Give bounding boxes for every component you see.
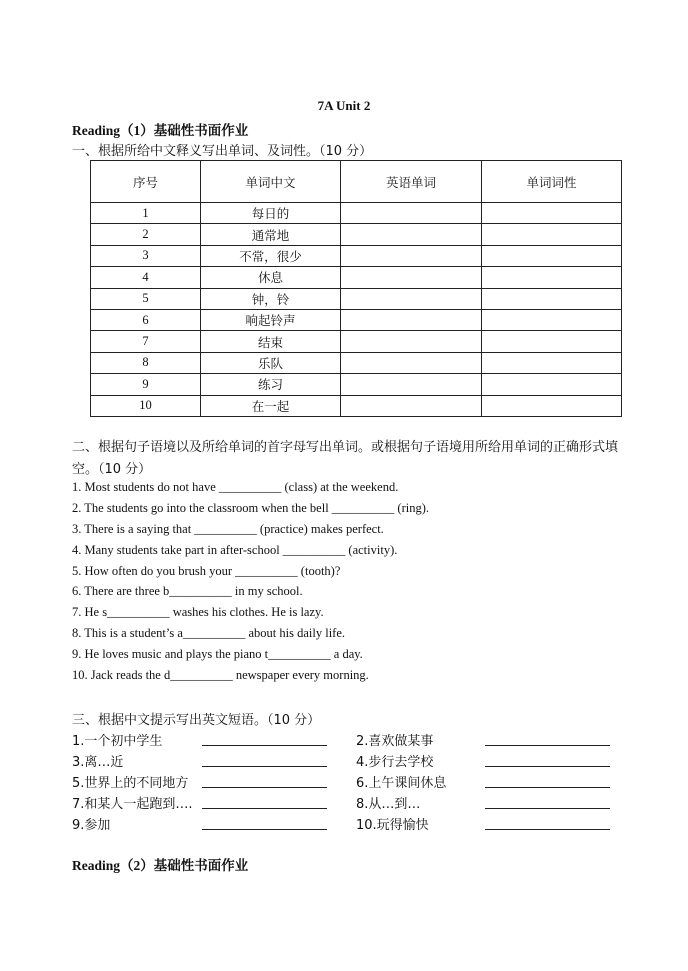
vocab-pos-blank[interactable] xyxy=(482,245,622,266)
reading2-latin: Reading（2） xyxy=(72,858,154,873)
vocab-chinese: 钟，铃 xyxy=(201,288,341,309)
sentence-item: 5. How often do you brush your __________ (tooth)? xyxy=(72,563,341,578)
vocab-number: 7 xyxy=(91,331,201,352)
vocab-row xyxy=(91,245,622,266)
vocab-number: 6 xyxy=(91,309,201,330)
answer-line[interactable] xyxy=(485,829,610,830)
vocab-row xyxy=(91,352,622,373)
sentence-item: 7. He s__________ washes his clothes. He is lazy. xyxy=(72,605,324,620)
vocab-pos-blank[interactable] xyxy=(482,352,622,373)
phrase-prompt: 9.参加 xyxy=(72,818,111,833)
sentence-item: 3. There is a saying that __________ (practice) makes perfect. xyxy=(72,521,384,536)
vocab-pos-blank[interactable] xyxy=(482,331,622,352)
section2-instruction: 二、根据句子语境以及所给单词的首字母写出单词。或根据句子语境用所给用单词的正确形式填空。（10 分） xyxy=(72,440,619,477)
vocab-chinese: 结束 xyxy=(201,331,341,352)
phrase-prompt: 3.离…近 xyxy=(72,755,124,770)
header-chinese: 单词中文 xyxy=(201,161,341,203)
vocab-english-blank[interactable] xyxy=(341,374,482,395)
sentence-item: 10. Jack reads the d__________ newspaper every morning. xyxy=(72,668,369,683)
vocab-pos-blank[interactable] xyxy=(482,267,622,288)
vocab-pos-blank[interactable] xyxy=(482,224,622,245)
vocab-row xyxy=(91,203,622,224)
answer-line[interactable] xyxy=(485,745,610,746)
phrase-prompt: 6.上午课间休息 xyxy=(356,776,447,791)
sentence-item: 6. There are three b__________ in my school. xyxy=(72,584,303,599)
vocab-number: 9 xyxy=(91,374,201,395)
vocab-chinese: 在一起 xyxy=(201,395,341,416)
vocab-row xyxy=(91,288,622,309)
phrase-prompt: 10.玩得愉快 xyxy=(356,818,429,833)
vocab-pos-blank[interactable] xyxy=(482,288,622,309)
vocab-english-blank[interactable] xyxy=(341,331,482,352)
phrase-row xyxy=(72,793,632,814)
vocab-number: 2 xyxy=(91,224,201,245)
vocab-row xyxy=(91,374,622,395)
answer-line[interactable] xyxy=(202,787,327,788)
answer-line[interactable] xyxy=(485,787,610,788)
vocab-pos-blank[interactable] xyxy=(482,203,622,224)
vocab-pos-blank[interactable] xyxy=(482,374,622,395)
answer-line[interactable] xyxy=(202,808,327,809)
phrase-prompt: 5.世界上的不同地方 xyxy=(72,776,189,791)
vocab-number: 10 xyxy=(91,395,201,416)
header-english: 英语单词 xyxy=(341,161,482,203)
vocab-english-blank[interactable] xyxy=(341,309,482,330)
answer-line[interactable] xyxy=(202,766,327,767)
reading1-cn: 基础性书面作业 xyxy=(153,123,249,139)
reading1-latin: Reading（1） xyxy=(72,123,154,138)
vocab-chinese: 响起铃声 xyxy=(201,309,341,330)
vocab-english-blank[interactable] xyxy=(341,203,482,224)
section1-instruction: 一、根据所给中文释义写出单词、及词性。（10 分） xyxy=(72,144,373,159)
vocab-english-blank[interactable] xyxy=(341,395,482,416)
phrase-prompt: 4.步行去学校 xyxy=(356,755,434,770)
vocab-number: 3 xyxy=(91,245,201,266)
phrase-prompt: 8.从…到… xyxy=(356,797,421,812)
phrase-list xyxy=(72,730,632,835)
sentence-item: 9. He loves music and plays the piano t__________ a day. xyxy=(72,647,363,662)
answer-line[interactable] xyxy=(202,829,327,830)
vocab-row xyxy=(91,331,622,352)
answer-line[interactable] xyxy=(485,766,610,767)
sentence-item: 8. This is a student’s a__________ about his daily life. xyxy=(72,626,346,641)
phrase-prompt: 1.一个初中学生 xyxy=(72,734,163,749)
phrase-prompt: 2.喜欢做某事 xyxy=(356,734,434,749)
page-title: 7A Unit 2 xyxy=(317,98,371,113)
vocab-number: 4 xyxy=(91,267,201,288)
vocab-chinese: 练习 xyxy=(201,374,341,395)
vocab-english-blank[interactable] xyxy=(341,245,482,266)
sentence-item: 4. Many students take part in after-school __________ (activity). xyxy=(72,542,398,557)
phrase-row xyxy=(72,772,632,793)
answer-line[interactable] xyxy=(202,745,327,746)
vocab-english-blank[interactable] xyxy=(341,224,482,245)
reading2-heading xyxy=(72,854,248,874)
vocab-chinese: 休息 xyxy=(201,267,341,288)
vocab-number: 8 xyxy=(91,352,201,373)
phrase-row xyxy=(72,814,632,835)
reading2-cn: 基础性书面作业 xyxy=(153,858,249,874)
phrase-row xyxy=(72,730,632,751)
vocab-row xyxy=(91,395,622,416)
vocab-row xyxy=(91,267,622,288)
sentence-item: 2. The students go into the classroom when the bell __________ (ring). xyxy=(72,500,430,515)
section3-instruction: 三、根据中文提示写出英文短语。（10 分） xyxy=(72,713,321,728)
vocab-number: 1 xyxy=(91,203,201,224)
vocab-chinese: 每日的 xyxy=(201,203,341,224)
phrase-row xyxy=(72,751,632,772)
vocab-english-blank[interactable] xyxy=(341,288,482,309)
vocab-header-row xyxy=(91,161,622,203)
vocab-chinese: 乐队 xyxy=(201,352,341,373)
vocab-number: 5 xyxy=(91,288,201,309)
vocab-english-blank[interactable] xyxy=(341,267,482,288)
header-number: 序号 xyxy=(91,161,201,203)
answer-line[interactable] xyxy=(485,808,610,809)
vocab-pos-blank[interactable] xyxy=(482,309,622,330)
sentence-list xyxy=(72,480,429,689)
vocab-english-blank[interactable] xyxy=(341,352,482,373)
vocab-row xyxy=(91,224,622,245)
sentence-item: 1. Most students do not have __________ (class) at the weekend. xyxy=(72,480,399,494)
vocab-pos-blank[interactable] xyxy=(482,395,622,416)
vocab-table xyxy=(90,160,622,417)
phrase-prompt: 7.和某人一起跑到…. xyxy=(72,797,193,812)
vocab-chinese: 不常，很少 xyxy=(201,245,341,266)
vocab-row xyxy=(91,309,622,330)
header-pos: 单词词性 xyxy=(482,161,622,203)
reading1-heading xyxy=(72,119,248,139)
vocab-chinese: 通常地 xyxy=(201,224,341,245)
